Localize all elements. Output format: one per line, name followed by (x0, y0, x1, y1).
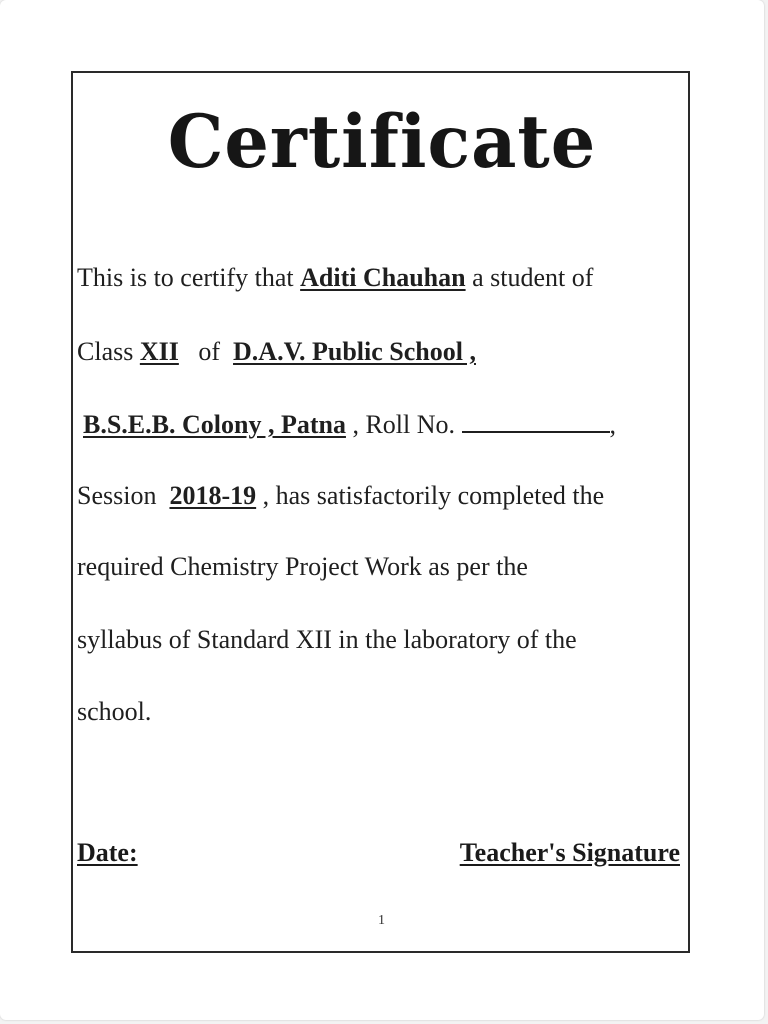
teacher-signature-label: Teacher's Signature (459, 838, 680, 867)
line1-post: a student of (465, 263, 594, 292)
page-number: 1 (378, 913, 385, 928)
certificate-line-7: school. (77, 697, 152, 726)
line3-mid: , Roll No. (345, 410, 462, 439)
school-location: B.S.E.B. Colony , Patna (83, 410, 346, 439)
certificate-line-2 (77, 337, 476, 367)
line4-post: , has satisfactorily completed the (256, 481, 605, 510)
roll-no-blank (462, 409, 610, 433)
session-value: 2018-19 (169, 481, 257, 510)
certificate-line-1 (77, 263, 593, 293)
line2-pre: Class (77, 337, 140, 366)
certificate-line-5: required Chemistry Project Work as per the (77, 552, 528, 581)
student-name: Aditi Chauhan (300, 263, 466, 292)
certificate-line-6: syllabus of Standard XII in the laboratory of the (77, 625, 577, 654)
certificate-title: Certificate (167, 97, 597, 186)
line2-mid: of (178, 337, 234, 366)
certificate-border (71, 71, 690, 953)
line3-post: , (609, 410, 617, 439)
class-value: XII (139, 337, 179, 366)
certificate-line-3 (83, 409, 616, 440)
line1-pre: This is to certify that (77, 263, 301, 292)
line4-pre: Session (77, 481, 170, 510)
certificate-line-4 (77, 481, 604, 511)
date-label: Date: (77, 838, 138, 867)
school-name: D.A.V. Public School , (233, 337, 476, 366)
